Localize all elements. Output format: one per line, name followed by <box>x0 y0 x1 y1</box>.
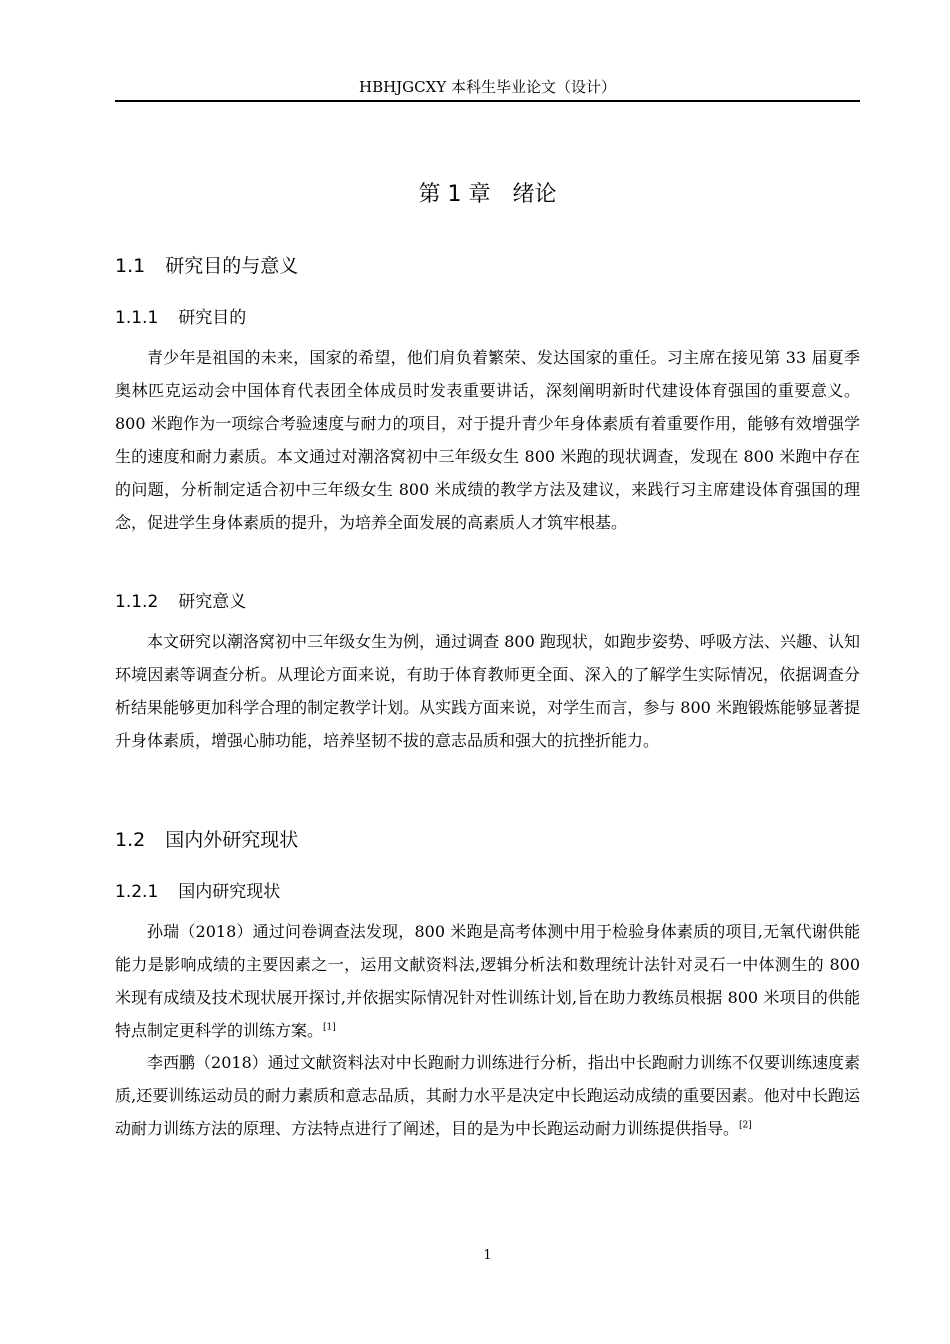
subsection-title: 研究意义 <box>178 592 247 612</box>
subsection-number: 1.1.1 <box>115 308 159 328</box>
paragraph-domestic-study-li <box>115 1046 860 1145</box>
chapter-title: 第 1 章 绪论 <box>418 182 557 207</box>
section-number: 1.1 <box>115 255 146 277</box>
section-heading-1-2 <box>115 826 298 854</box>
subsection-number: 1.1.2 <box>115 592 159 612</box>
section-heading-1-1 <box>115 252 298 280</box>
subsection-title: 研究目的 <box>178 308 247 328</box>
running-header: HBHJGCXY 本科生毕业论文（设计） <box>358 78 616 96</box>
section-title: 研究目的与意义 <box>165 255 299 277</box>
header-rule <box>115 100 860 102</box>
subsection-heading-1-1-1 <box>115 305 246 331</box>
citation-marker: [2] <box>739 1120 752 1131</box>
subsection-title: 国内研究现状 <box>178 882 281 902</box>
page-number: 1 <box>483 1248 492 1263</box>
subsection-heading-1-2-1 <box>115 879 280 905</box>
subsection-heading-1-1-2 <box>115 589 246 615</box>
section-number: 1.2 <box>115 829 146 851</box>
paragraph-text: 孙瑞（2018）通过问卷调查法发现，800 米跑是高考体测中用于检验身体素质的项目,无氧代谢供能能力是影响成绩的主要因素之一，运用文献资料法,逻辑分析法和数理统计法针对灵石一中体测生的 800 米现有成绩及技术现状展开探讨,并依据实际情况针对性训练计划,旨在助力教练员根据 800 米项目的供能特点制定更科学的训练方案。 <box>115 922 860 1040</box>
paragraph-text: 李西鹏（2018）通过文献资料法对中长跑耐力训练进行分析，指出中长跑耐力训练不仅要训练速度素质,还要训练运动员的耐力素质和意志品质，其耐力水平是决定中长跑运动成绩的重要因素。他对中长跑运动耐力训练方法的原理、方法特点进行了阐述，目的是为中长跑运动耐力训练提供指导。 <box>115 1053 860 1138</box>
paragraph-research-significance: 本文研究以潮洛窝初中三年级女生为例，通过调查 800 跑现状，如跑步姿势、呼吸方法、兴趣、认知环境因素等调查分析。从理论方面来说，有助于体育教师更全面、深入的了解学生实际情况，依据调查分析结果能够更加科学合理的制定教学计划。从实践方面来说，对学生而言，参与 800 米跑锻炼能够显著提升身体素质，增强心肺功能，培养坚韧不拔的意志品质和强大的抗挫折能力。 <box>115 632 860 750</box>
section-title: 国内外研究现状 <box>165 829 299 851</box>
citation-marker: [1] <box>323 1022 336 1033</box>
subsection-number: 1.2.1 <box>115 882 159 902</box>
paragraph-research-purpose: 青少年是祖国的未来，国家的希望，他们肩负着繁荣、发达国家的重任。习主席在接见第 33 届夏季奥林匹克运动会中国体育代表团全体成员时发表重要讲话，深刻阐明新时代建设体育强国的重要意义。800 米跑作为一项综合考验速度与耐力的项目，对于提升青少年身体素质有着重要作用，能够有效增强学生的速度和耐力素质。本文通过对潮洛窝初中三年级女生 800 米跑的现状调查，发现在 800 米跑中存在的问题，分析制定适合初中三年级女生 800 米成绩的教学方法及建议，来践行习主席建设体育强国的理念，促进学生身体素质的提升，为培养全面发展的高素质人才筑牢根基。 <box>115 348 860 532</box>
paragraph-domestic-study-sun <box>115 915 860 1047</box>
